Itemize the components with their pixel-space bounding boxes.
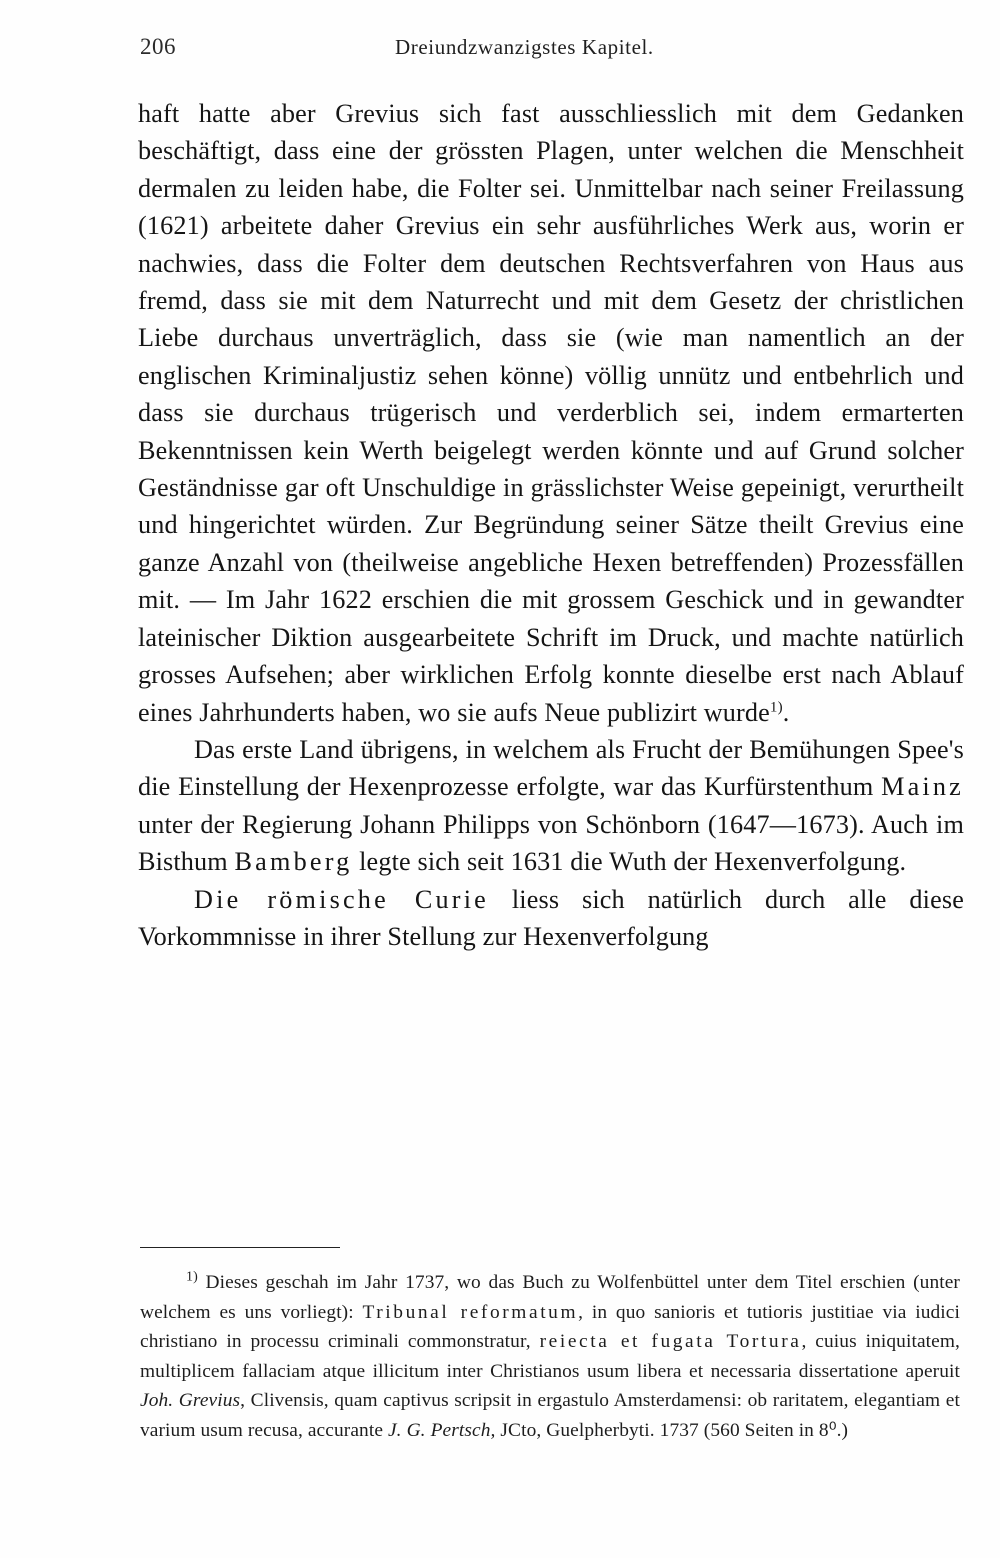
paragraph-1: haft hatte aber Grevius sich fast ausschliesslich mit dem Gedanken beschäftigt, dass eine der grössten Plagen, unter welchen die Menschheit dermalen zu leiden habe, die Folter sei. Unmittelbar nach seiner Freilassung (1621) arbeitete daher Grevius ein sehr ausführliches Werk aus, worin er nachwies, dass die Folter dem deutschen Rechtsverfahren von Haus aus fremd, dass sie mit dem Naturrecht und mit dem Gesetz der christlichen Liebe durchaus unverträglich, dass sie (wie man namentlich an der englischen Kriminaljustiz sehen könne) völlig unnütz und entbehrlich und dass sie durchaus trügerisch und verderblich sei, indem ermarterten Bekenntnissen kein Werth beigelegt werden könnte und auf Grund solcher Geständnisse gar oft Unschuldige in grässlichster Weise gepeinigt, verurtheilt und hingerichtet würden. Zur Begründung seiner Sätze theilt Grevius eine ganze Anzahl von (theilweise angebliche Hexen betreffenden) Prozessfällen mit. — Im Jahr 1622 erschien die mit grossem Geschick und in gewandter lateinischer Diktion ausgearbeitete Schrift im Druck, und machte natürlich grosses Aufsehen; aber wirklichen Erfolg konnte dieselbe erst nach Ablauf eines Jahrhunderts haben, wo sie aufs Neue publizirt wurde$^{1)}$. xyxy=(138,99,964,727)
footnote-reference[interactable]: 1) xyxy=(769,698,783,715)
footnote-block xyxy=(140,1268,960,1446)
emphasis-bamberg: Bamberg xyxy=(234,847,353,877)
footnote-part-1: Dieses geschah im Jahr 1737, wo das Buch zu Wolfenbüttel unter dem Titel erschien (unter welchem es uns vorliegt): xyxy=(140,1272,960,1323)
paragraph-2-text-before: Das erste Land übrigens, in welchem als Frucht der Bemühungen Spee's die Einstellung der Hexenprozesse erfolgte, war das Kurfürstenthum xyxy=(138,734,964,802)
footnote-marker: 1) xyxy=(186,1269,198,1285)
footnote-emphasis-title-1: Tribunal reformatum xyxy=(362,1301,579,1323)
emphasis-mainz: Mainz xyxy=(881,772,964,802)
paragraph-2-text-middle: unter der Regierung Johann Philipps von Schönborn (1647—1673). Auch im Bisthum xyxy=(138,809,964,877)
paragraph-2 xyxy=(138,731,964,881)
paragraph-3 xyxy=(138,881,964,956)
footnote-italic-author-1: Joh. Grevius xyxy=(140,1390,241,1412)
footnote-part-4: , Clivensis, quam captivus scripsit in ergastulo Amsterdamensi: ob raritatem, elegantiam et varium usum recusa, accurante xyxy=(140,1390,960,1441)
body-text xyxy=(138,95,964,955)
paragraph-3-text-after: liess sich natürlich durch alle diese Vorkommnisse in ihrer Stellung zur Hexenverfolgung xyxy=(138,884,964,951)
running-head xyxy=(140,30,960,64)
footnote-body xyxy=(140,1268,960,1446)
footnote-italic-author-2: J. G. Pertsch, xyxy=(387,1419,496,1441)
footnote-part-3: , cuius iniquitatem, multiplicem fallaciam atque illicitum inter Christianos usum libera et necessaria dissertatione aperuit xyxy=(140,1331,960,1382)
paragraph-2-text-after: legte sich seit 1631 die Wuth der Hexenverfolgung. xyxy=(352,847,907,877)
page-number: 206 xyxy=(140,34,176,59)
footnote-separator xyxy=(140,1247,340,1248)
footnote-part-2: , in quo sanioris et tutioris justitiae via iudici christiano in processu criminali commonstratur, xyxy=(140,1301,960,1353)
emphasis-roemische-curie: Die römische Curie xyxy=(194,884,489,914)
paragraph-1-text: haft hatte aber Grevius sich fast ausschliesslich mit dem Gedanken beschäftigt, dass eine der grössten Plagen, unter welchen die Menschheit dermalen zu leiden habe, die Folter sei. Unmittelbar nach seiner Freilassung (1621) arbeitete daher Grevius ein sehr ausführliches Werk aus, worin er nachwies, dass die Folter dem deutschen Rechtsverfahren von Haus aus fremd, dass sie mit dem Naturrecht und mit dem Gesetz der christlichen Liebe durchaus unverträglich, dass sie (wie man namentlich an der englischen Kriminaljustiz sehen könne) völlig unnütz und entbehrlich und dass sie durchaus trügerisch und verderblich sei, indem ermarterten Bekenntnissen kein Werth beigelegt werden könnte und auf Grund solcher Geständnisse gar oft Unschuldige in grässlichster Weise gepeinigt, verurtheilt und hingerichtet würden. Zur Begründung seiner Sätze theilt Grevius eine ganze Anzahl von (theilweise angebliche Hexen betreffenden) Prozessfällen mit. — Im Jahr 1622 erschien die mit grossem Geschick und in gewandter lateinischer Diktion ausgearbeitete Schrift im Druck, und machte natürlich grosses Aufsehen; aber wirklichen Erfolg konnte dieselbe erst nach Ablauf eines Jahrhunderts haben, wo sie aufs Neue publizirt wurde xyxy=(138,99,964,727)
footnote-part-5: JCto, Guelpherbyti. 1737 (560 Seiten in 8⁰.) xyxy=(495,1419,849,1441)
chapter-title: Dreiundzwanzigstes Kapitel. xyxy=(395,35,654,59)
footnote-emphasis-title-2: reiecta et fugata Tortura xyxy=(539,1331,802,1353)
